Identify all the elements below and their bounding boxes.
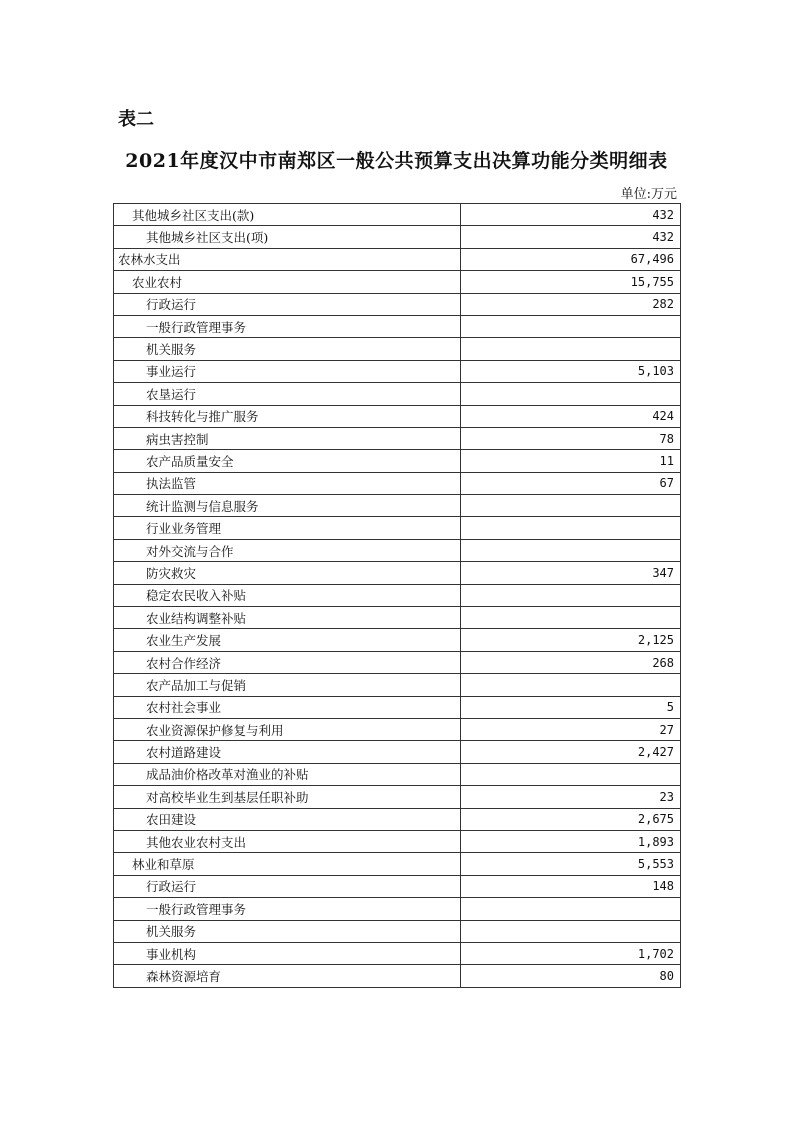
row-item-value xyxy=(461,315,681,337)
row-item-name: 执法监管 xyxy=(114,472,461,494)
row-item-name: 统计监测与信息服务 xyxy=(114,495,461,517)
row-item-name: 机关服务 xyxy=(114,338,461,360)
table-row xyxy=(114,293,681,315)
row-item-name: 农产品加工与促销 xyxy=(114,674,461,696)
row-item-value: 80 xyxy=(461,965,681,987)
row-item-name: 科技转化与推广服务 xyxy=(114,405,461,427)
unit-label: 单位:万元 xyxy=(620,187,677,202)
row-item-name: 农业生产发展 xyxy=(114,629,461,651)
row-item-value: 5 xyxy=(461,696,681,718)
row-item-name: 农产品质量安全 xyxy=(114,450,461,472)
row-item-value: 67,496 xyxy=(461,248,681,270)
row-item-value xyxy=(461,898,681,920)
row-item-value: 2,675 xyxy=(461,808,681,830)
table-row xyxy=(114,898,681,920)
row-item-name: 农村道路建设 xyxy=(114,741,461,763)
row-item-value xyxy=(461,584,681,606)
row-item-value xyxy=(461,674,681,696)
table-row xyxy=(114,696,681,718)
row-item-name: 事业运行 xyxy=(114,360,461,382)
row-item-name: 机关服务 xyxy=(114,920,461,942)
table-row xyxy=(114,763,681,785)
row-item-name: 一般行政管理事务 xyxy=(114,315,461,337)
table-row xyxy=(114,920,681,942)
table-row xyxy=(114,539,681,561)
row-item-name: 农村合作经济 xyxy=(114,651,461,673)
table-row xyxy=(114,338,681,360)
table-row xyxy=(114,830,681,852)
table-row xyxy=(114,450,681,472)
row-item-name: 农田建设 xyxy=(114,808,461,830)
row-item-name: 农业农村 xyxy=(114,271,461,293)
row-item-value xyxy=(461,607,681,629)
row-item-name: 农业结构调整补贴 xyxy=(114,607,461,629)
row-item-value: 67 xyxy=(461,472,681,494)
table-row xyxy=(114,942,681,964)
row-item-value xyxy=(461,539,681,561)
table-row xyxy=(114,629,681,651)
row-item-value: 15,755 xyxy=(461,271,681,293)
table-row xyxy=(114,584,681,606)
row-item-value: 5,553 xyxy=(461,853,681,875)
table-body xyxy=(114,204,681,988)
table-row xyxy=(114,383,681,405)
row-item-name: 成品油价格改革对渔业的补贴 xyxy=(114,763,461,785)
row-item-name: 防灾救灾 xyxy=(114,562,461,584)
table-row xyxy=(114,741,681,763)
row-item-name: 对高校毕业生到基层任职补助 xyxy=(114,786,461,808)
row-item-value xyxy=(461,920,681,942)
row-item-name: 其他城乡社区支出(款) xyxy=(114,204,461,226)
row-item-name: 行业业务管理 xyxy=(114,517,461,539)
table-row xyxy=(114,248,681,270)
row-item-name: 对外交流与合作 xyxy=(114,539,461,561)
row-item-value: 424 xyxy=(461,405,681,427)
row-item-name: 其他城乡社区支出(项) xyxy=(114,226,461,248)
table-row xyxy=(114,360,681,382)
row-item-name: 农林水支出 xyxy=(114,248,461,270)
table-row xyxy=(114,651,681,673)
row-item-value xyxy=(461,338,681,360)
row-item-name: 其他农业农村支出 xyxy=(114,830,461,852)
row-item-value: 1,702 xyxy=(461,942,681,964)
table-row xyxy=(114,808,681,830)
row-item-value: 23 xyxy=(461,786,681,808)
row-item-name: 一般行政管理事务 xyxy=(114,898,461,920)
row-item-value: 268 xyxy=(461,651,681,673)
row-item-value: 27 xyxy=(461,718,681,740)
table-row xyxy=(114,271,681,293)
table-row xyxy=(114,562,681,584)
row-item-value: 1,893 xyxy=(461,830,681,852)
row-item-value: 432 xyxy=(461,204,681,226)
table-row xyxy=(114,965,681,987)
row-item-value: 2,125 xyxy=(461,629,681,651)
row-item-value: 282 xyxy=(461,293,681,315)
row-item-name: 农垦运行 xyxy=(114,383,461,405)
row-item-value: 148 xyxy=(461,875,681,897)
row-item-name: 行政运行 xyxy=(114,875,461,897)
row-item-name: 事业机构 xyxy=(114,942,461,964)
table-row xyxy=(114,226,681,248)
table-row xyxy=(114,674,681,696)
row-item-name: 稳定农民收入补贴 xyxy=(114,584,461,606)
table-row xyxy=(114,786,681,808)
table-row xyxy=(114,472,681,494)
table-row xyxy=(114,315,681,337)
row-item-name: 行政运行 xyxy=(114,293,461,315)
table-row xyxy=(114,607,681,629)
table-row xyxy=(114,875,681,897)
table-row xyxy=(114,853,681,875)
row-item-name: 农业资源保护修复与利用 xyxy=(114,718,461,740)
row-item-name: 农村社会事业 xyxy=(114,696,461,718)
row-item-value: 432 xyxy=(461,226,681,248)
table-row xyxy=(114,517,681,539)
page-title: 2021年度汉中市南郑区一般公共预算支出决算功能分类明细表 xyxy=(125,150,668,172)
row-item-value: 5,103 xyxy=(461,360,681,382)
table-row xyxy=(114,427,681,449)
row-item-name: 林业和草原 xyxy=(114,853,461,875)
row-item-value xyxy=(461,763,681,785)
row-item-name: 病虫害控制 xyxy=(114,427,461,449)
table-row xyxy=(114,405,681,427)
row-item-value: 2,427 xyxy=(461,741,681,763)
row-item-value xyxy=(461,495,681,517)
row-item-name: 森林资源培育 xyxy=(114,965,461,987)
row-item-value: 347 xyxy=(461,562,681,584)
table-row xyxy=(114,204,681,226)
table-row xyxy=(114,495,681,517)
expenditure-table xyxy=(113,203,681,988)
row-item-value: 78 xyxy=(461,427,681,449)
row-item-value xyxy=(461,517,681,539)
row-item-value: 11 xyxy=(461,450,681,472)
table-row xyxy=(114,718,681,740)
row-item-value xyxy=(461,383,681,405)
table-label: 表二 xyxy=(118,109,154,130)
